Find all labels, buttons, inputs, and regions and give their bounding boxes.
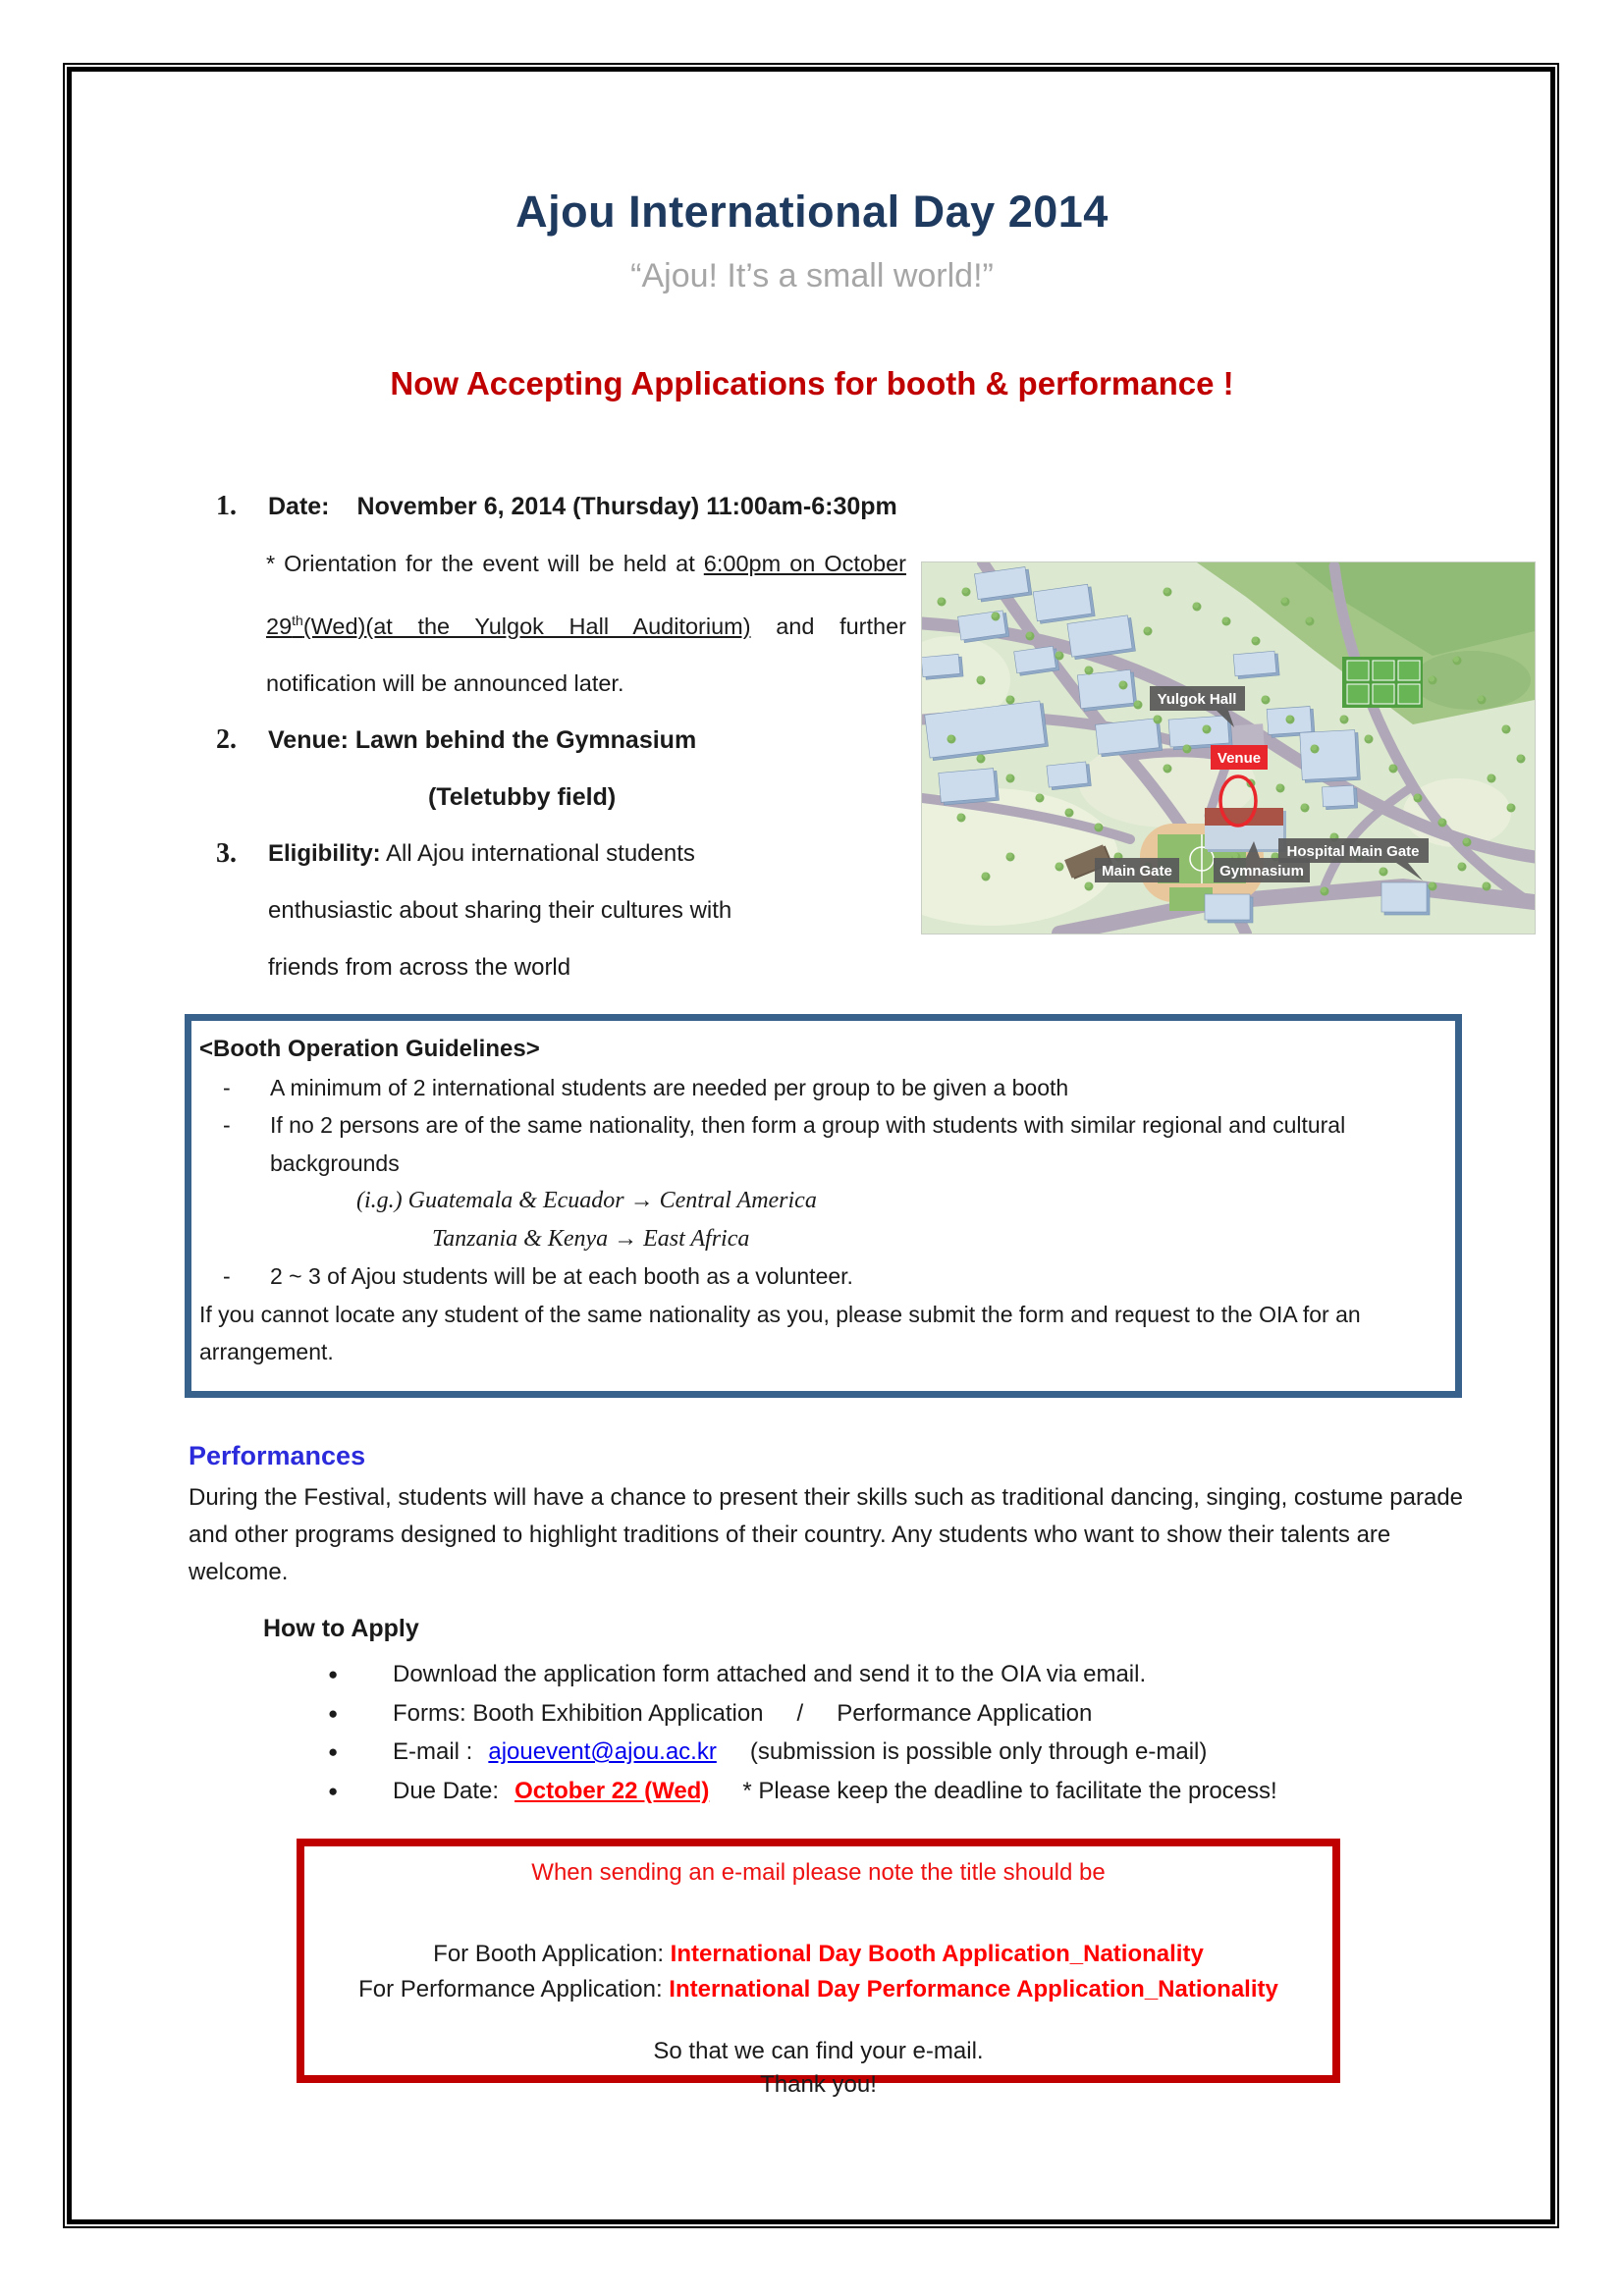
performances-body: During the Festival, students will have a chance to present their skills such as traditional dancing, singing, costume parade and other programs designed to highlight traditions of their country. Any students who want to show their talents are welcome. [189, 1484, 1464, 1585]
apply-bullet-email [328, 1733, 1277, 1772]
apply-bullet-list [328, 1655, 1277, 1810]
date-value: November 6, 2014 (Thursday) 11:00am-6:30pm [356, 493, 897, 520]
dash-bullet: - [223, 1263, 231, 1289]
how-to-apply-heading: How to Apply [263, 1615, 419, 1642]
venue-value: Venue: Lawn behind the Gymnasium [268, 725, 697, 754]
list-item-venue [187, 712, 918, 769]
list-item-eligibility [187, 826, 918, 996]
apply-bullet-forms [328, 1694, 1277, 1734]
notice-performance-line: For Performance Application: International Day Performance Application_Nationality [358, 1976, 1278, 2002]
orientation-note-post: and further notification will be announced later. [266, 613, 906, 696]
spacer [330, 478, 357, 535]
notice-heading: When sending an e-mail please note the title should be [531, 1859, 1106, 1886]
performance-title-format: International Day Performance Application_Nationality [669, 1976, 1278, 2002]
due-date-value: October 22 (Wed) [514, 1777, 710, 1804]
svg-text:Main Gate: Main Gate [1102, 863, 1172, 880]
email-link[interactable]: ajouevent@ajou.ac.kr [488, 1738, 717, 1765]
svg-text:Yulgok Hall: Yulgok Hall [1157, 691, 1237, 708]
eligibility-text: Eligibility: All Ajou international students enthusiastic about sharing their cultures with friends from across the world [268, 839, 732, 981]
bullet-icon: ● [328, 1703, 339, 1723]
page-subtitle: “Ajou! It’s a small world!” [630, 257, 994, 294]
orientation-time-underlined: 6:00pm on October 29th(Wed)(at the Yulgok Hall Auditorium) [266, 551, 906, 639]
bullet-icon: ● [328, 1665, 339, 1683]
eligibility-label: Eligibility: [268, 839, 381, 867]
banner-heading: Now Accepting Applications for booth & performance ! [390, 365, 1234, 401]
map-label-venue [1211, 745, 1268, 770]
map-label-main-gate [1095, 858, 1179, 882]
email-title-notice-box [297, 1839, 1340, 2098]
venue-field-name: (Teletubby field) [428, 782, 617, 811]
orientation-note [266, 535, 906, 712]
apply-bullet-due-date [328, 1772, 1277, 1811]
list-item-date [187, 478, 918, 535]
notice-thanks: Thank you! [760, 2071, 877, 2098]
guideline-example-2: Tanzania & Kenya → East Africa [432, 1225, 750, 1252]
map-tennis-courts [1342, 657, 1423, 708]
apply-bullet-download: ● Download the application form attached and send it to the OIA via email. [328, 1655, 1277, 1694]
svg-text:Hospital Main Gate: Hospital Main Gate [1286, 843, 1420, 860]
item-number: 1. [216, 491, 237, 521]
how-to-apply-section [263, 1615, 1277, 1810]
map-gymnasium-building [1205, 808, 1286, 852]
guideline-bullet-3: - 2 ~ 3 of Ajou students will be at each booth as a volunteer. [199, 1257, 1443, 1296]
item-number: 2. [216, 723, 237, 755]
notice-booth-line: For Booth Application: International Day Booth Application_Nationality [433, 1941, 1204, 1967]
guideline-bullet-1: - A minimum of 2 international students are needed per group to be given a booth [199, 1069, 1443, 1107]
event-details-list [187, 478, 918, 996]
booth-title-format: International Day Booth Application_Nationality [670, 1941, 1204, 1967]
performances-heading: Performances [189, 1441, 366, 1470]
email-text: E-mail : ajouevent@ajou.ac.kr (submission is possible only through e-mail) [393, 1738, 1208, 1765]
guideline-example-1: (i.g.) Guatemala & Ecuador → Central America [356, 1188, 817, 1213]
bullet-icon: ● [328, 1742, 339, 1761]
spacer [216, 769, 268, 826]
page-title: Ajou International Day 2014 [515, 187, 1109, 237]
campus-map-image [921, 561, 1536, 934]
guidelines-heading: <Booth Operation Guidelines> [199, 1036, 540, 1062]
svg-text:Gymnasium: Gymnasium [1219, 863, 1304, 880]
date-label: Date: [268, 493, 330, 520]
orientation-note-pre: * Orientation for the event will be held at [266, 551, 704, 576]
campus-map-svg [922, 562, 1535, 934]
booth-guidelines-box [185, 1014, 1462, 1398]
forms-text: Forms: Booth Exhibition Application / Performance Application [393, 1699, 1093, 1727]
guideline-bullet-2: - If no 2 persons are of the same nationality, then form a group with students with similar regional and cultural backgrounds [199, 1106, 1443, 1182]
svg-text:Venue: Venue [1217, 750, 1262, 767]
dash-bullet: - [223, 1112, 231, 1138]
bullet-icon: ● [328, 1781, 339, 1800]
item-number: 3. [216, 837, 237, 869]
performances-section [189, 1441, 1475, 1591]
list-item-venue-line2 [187, 769, 918, 826]
ordinal-suffix: th [292, 613, 303, 628]
guidelines-footer: If you cannot locate any student of the same nationality as you, please submit the form and request to the OIA for an arrangement. [199, 1301, 1361, 1364]
notice-reason: So that we can find your e-mail. [653, 2038, 984, 2064]
dash-bullet: - [223, 1074, 231, 1100]
due-date-text: Due Date: October 22 (Wed) * Please keep the deadline to facilitate the process! [393, 1777, 1277, 1804]
